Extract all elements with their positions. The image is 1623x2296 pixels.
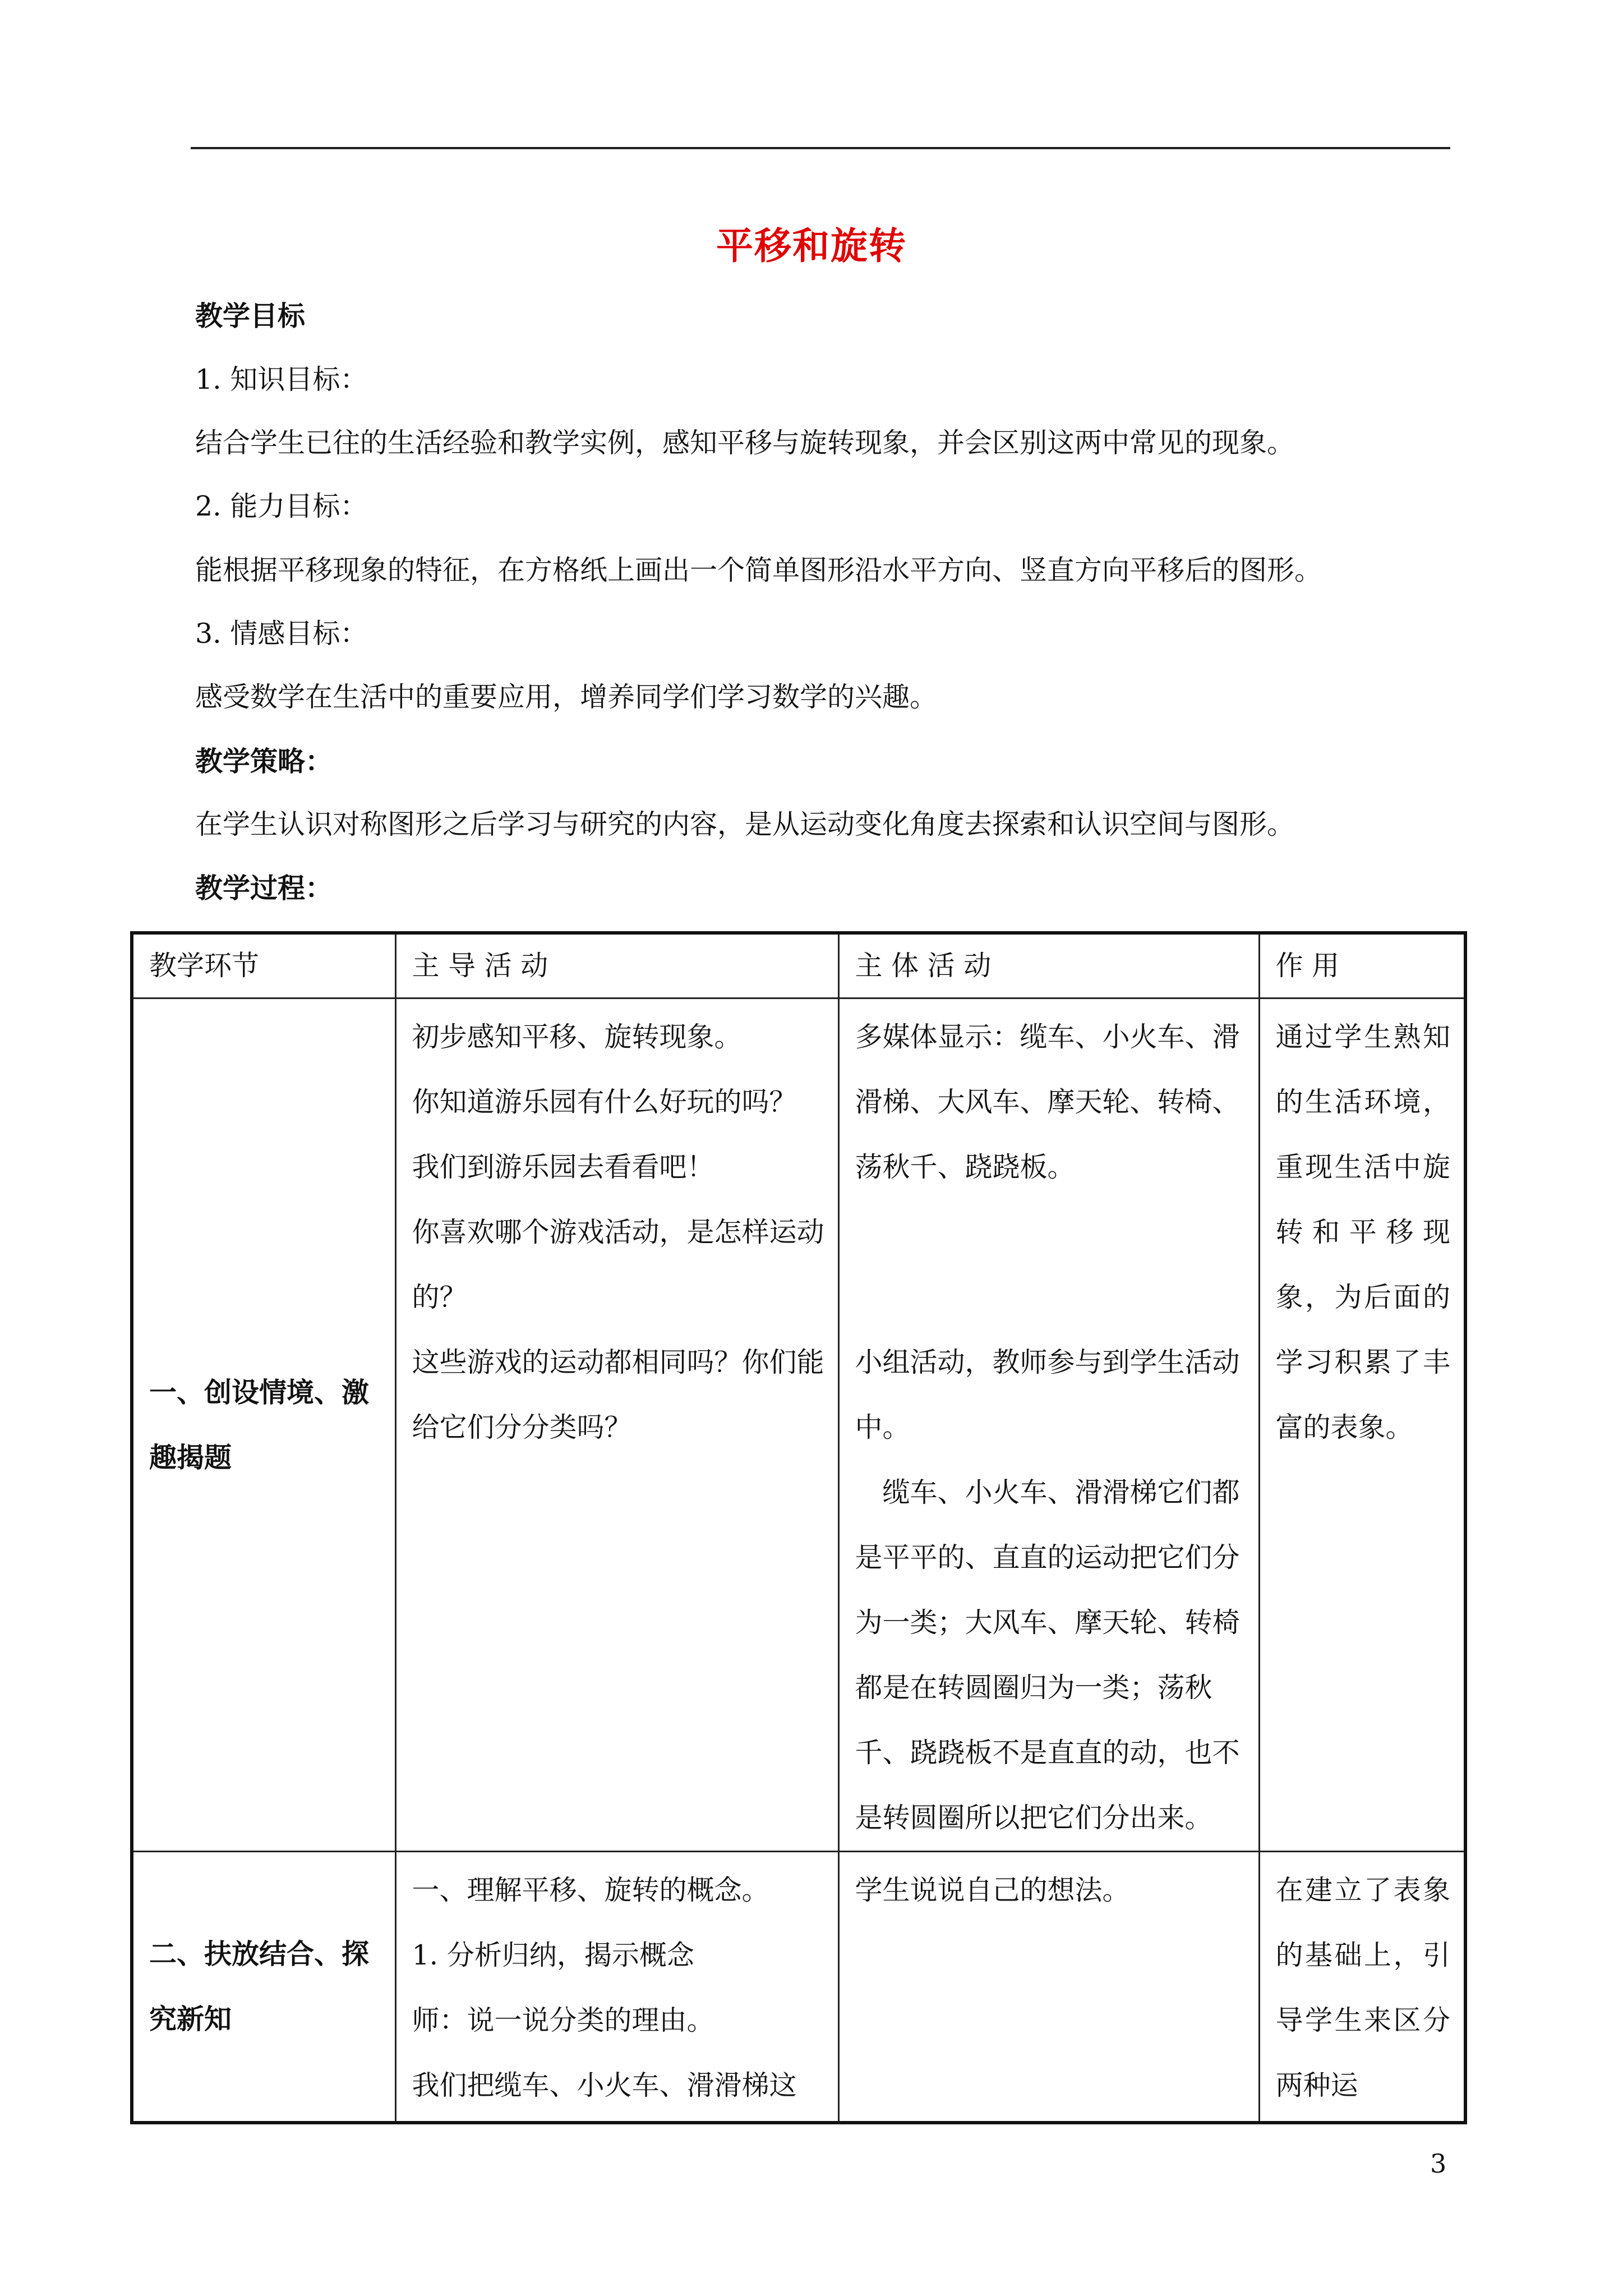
strategy-text: 在学生认识对称图形之后学习与研究的内容，是从运动变化角度去探索和认识空间与图形。 [195, 808, 1295, 840]
table-row [132, 999, 1465, 1852]
stage-cell: 二、扶放结合、探究新知 [132, 1852, 395, 2123]
lead-line: 一、理解平移、旋转的概念。 [412, 1874, 769, 1906]
page-title: 平移和旋转 [716, 224, 907, 268]
lead-activity-cell [395, 999, 838, 1852]
effect-cell: 通过学生熟知的生活环境，重现生活中旋转和平移现象，为后面的学习积累了丰富的表象。 [1259, 999, 1465, 1852]
strategy-heading: 教学策略： [195, 745, 333, 777]
student-activity-cell [838, 999, 1259, 1852]
lead-line: 你喜欢哪个游戏活动，是怎样运动的？ [412, 1216, 824, 1313]
header-effect: 作 用 [1259, 933, 1465, 999]
header-student-activity: 主 体 活 动 [838, 933, 1259, 999]
table-row [132, 1852, 1465, 2123]
effect-cell: 在建立了表象的基础上，引导学生来区分两种运 [1259, 1852, 1465, 2123]
header-stage: 教学环节 [132, 933, 395, 999]
page-number: 3 [1430, 2148, 1447, 2179]
student-line: 缆车、小火车、滑滑梯它们都是平平的、直直的运动把它们分为一类；大风车、摩天轮、转椅都是在转圆圈归为一类；荡秋千、跷跷板不是直直的动，也不是转圆圈所以把它们分出来。 [855, 1476, 1240, 1834]
objective-2-label: 2. 能力目标： [195, 490, 368, 522]
objectives-heading: 教学目标 [195, 300, 306, 332]
lead-line: 师：说一说分类的理由。 [412, 2004, 714, 2036]
objective-2-text: 能根据平移现象的特征，在方格纸上画出一个简单图形沿水平方向、竖直方向平移后的图形。 [195, 554, 1322, 586]
student-line: 学生说说自己的想法。 [855, 1874, 1130, 1906]
lead-line: 初步感知平移、旋转现象。 [412, 1021, 742, 1053]
objective-1-text: 结合学生已往的生活经验和教学实例，感知平移与旋转现象，并会区别这两中常见的现象。 [195, 427, 1295, 459]
lead-line: 我们把缆车、小火车、滑滑梯这 [412, 2069, 797, 2101]
table-header-row [132, 933, 1465, 999]
student-line: 多媒体显示：缆车、小火车、滑滑梯、大风车、摩天轮、转椅、荡秋千、跷跷板。 [855, 1021, 1240, 1183]
process-heading: 教学过程： [195, 872, 333, 904]
stage-cell: 一、创设情境、激趣揭题 [132, 999, 395, 1852]
lead-activity-cell [395, 1852, 838, 2123]
lead-line: 你知道游乐园有什么好玩的吗？ [412, 1086, 797, 1118]
objective-3-text: 感受数学在生活中的重要应用，增养同学们学习数学的兴趣。 [195, 681, 938, 713]
header-lead-activity: 主 导 活 动 [395, 933, 838, 999]
lead-line: 1. 分析归纳，揭示概念 [412, 1939, 694, 1971]
lead-line: 这些游戏的运动都相同吗？你们能给它们分分类吗？ [412, 1346, 824, 1443]
process-table [130, 931, 1467, 2124]
student-line: 小组活动，教师参与到学生活动中。 [855, 1346, 1240, 1443]
objective-3-label: 3. 情感目标： [195, 618, 368, 650]
lead-line: 我们到游乐园去看看吧！ [412, 1151, 714, 1183]
student-activity-cell [838, 1852, 1259, 2123]
objective-1-label: 1. 知识目标： [195, 364, 368, 395]
header-rule [191, 147, 1450, 149]
